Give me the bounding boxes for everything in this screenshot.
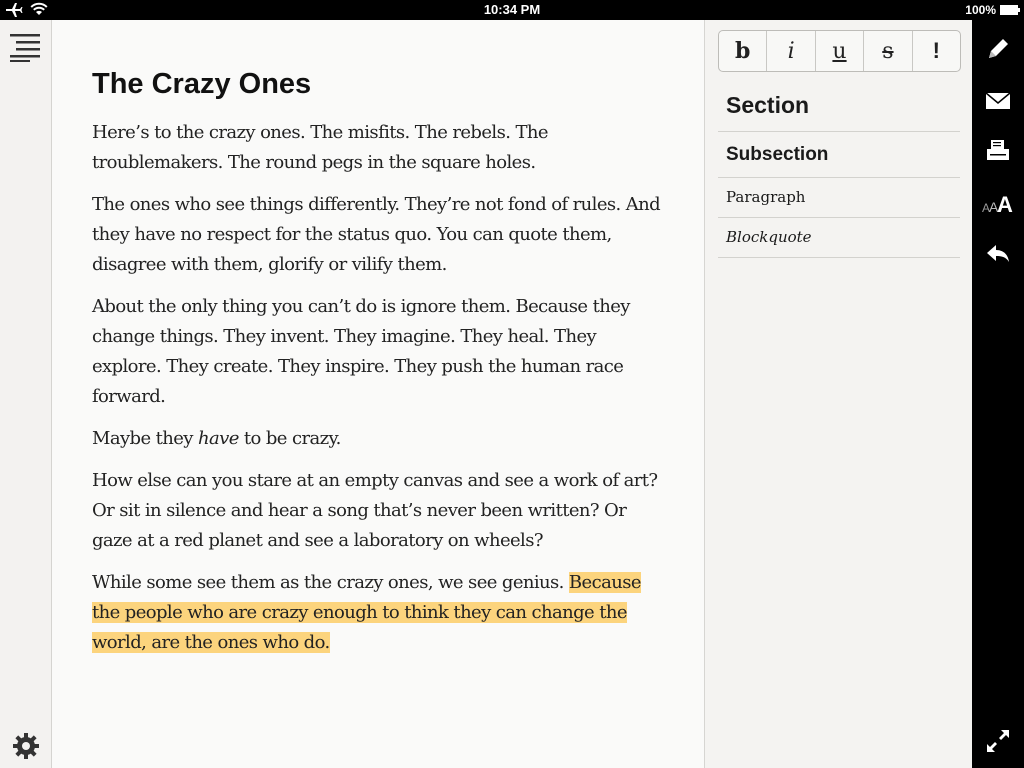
- right-toolbar: [972, 20, 1024, 768]
- paragraph-4[interactable]: [92, 424, 667, 454]
- pencil-icon[interactable]: [985, 36, 1011, 62]
- document-editor[interactable]: [52, 20, 704, 768]
- format-button-group: [718, 30, 961, 72]
- battery-icon: [1000, 5, 1020, 15]
- paragraph-5[interactable]: How else can you stare at an empty canvas and see a work of art? Or sit in silence and hear a song that’s never been written? Or gaze at a red planet and see a laboratory on wheels?: [92, 470, 658, 551]
- document-title[interactable]: The Crazy Ones: [92, 68, 312, 100]
- emphasized-word: have: [198, 428, 239, 449]
- battery-percentage: 100%: [965, 3, 996, 17]
- paragraph-4-text-after: to be crazy.: [238, 428, 341, 449]
- fullscreen-icon[interactable]: [985, 728, 1011, 754]
- left-sidebar: [0, 20, 52, 768]
- strikethrough-button[interactable]: s: [864, 31, 912, 71]
- svg-text:A: A: [982, 201, 991, 215]
- status-bar: [0, 0, 1024, 20]
- important-button[interactable]: !: [932, 38, 940, 63]
- document-body[interactable]: [92, 118, 667, 670]
- paragraph-6-text-before: While some see them as the crazy ones, we see genius.: [92, 572, 569, 593]
- underline-button[interactable]: u: [816, 31, 864, 71]
- reply-icon[interactable]: [985, 242, 1011, 268]
- svg-text:A: A: [989, 199, 999, 215]
- italic-button[interactable]: i: [767, 31, 815, 71]
- status-time: 10:34 PM: [483, 2, 541, 17]
- print-icon[interactable]: [985, 138, 1011, 164]
- paragraph-2[interactable]: The ones who see things differently. They’re not fond of rules. And they have no respect for the status quo. You can quote them, disagree with them, glorify or vilify them.: [92, 194, 661, 275]
- font-size-icon[interactable]: [982, 190, 1014, 216]
- style-subsection[interactable]: Subsection: [718, 132, 960, 178]
- paragraph-4-text-before: Maybe they: [92, 428, 198, 449]
- svg-text:A: A: [997, 192, 1013, 216]
- paragraph-3[interactable]: About the only thing you can’t do is ignore them. Because they change things. They invent. They imagine. They heal. They explore. They create. They inspire. They push the human race forward.: [92, 296, 630, 407]
- mail-icon[interactable]: [985, 88, 1011, 114]
- paragraph-1[interactable]: Here’s to the crazy ones. The misfits. The rebels. The troublemakers. The round pegs in the square holes.: [92, 122, 548, 173]
- paragraph-style-list: [718, 80, 960, 258]
- selected-text-highlight[interactable]: Because the people who are crazy enough to think they can change the world, are the ones who do.: [92, 572, 641, 653]
- formatting-panel: [704, 20, 973, 768]
- style-section[interactable]: Section: [718, 80, 960, 132]
- outline-menu-icon[interactable]: [8, 32, 42, 62]
- style-blockquote[interactable]: Blockquote: [718, 218, 960, 258]
- paragraph-6[interactable]: [92, 568, 667, 658]
- bold-button[interactable]: b: [719, 31, 767, 71]
- gear-icon[interactable]: [12, 732, 40, 760]
- style-paragraph[interactable]: Paragraph: [718, 178, 960, 218]
